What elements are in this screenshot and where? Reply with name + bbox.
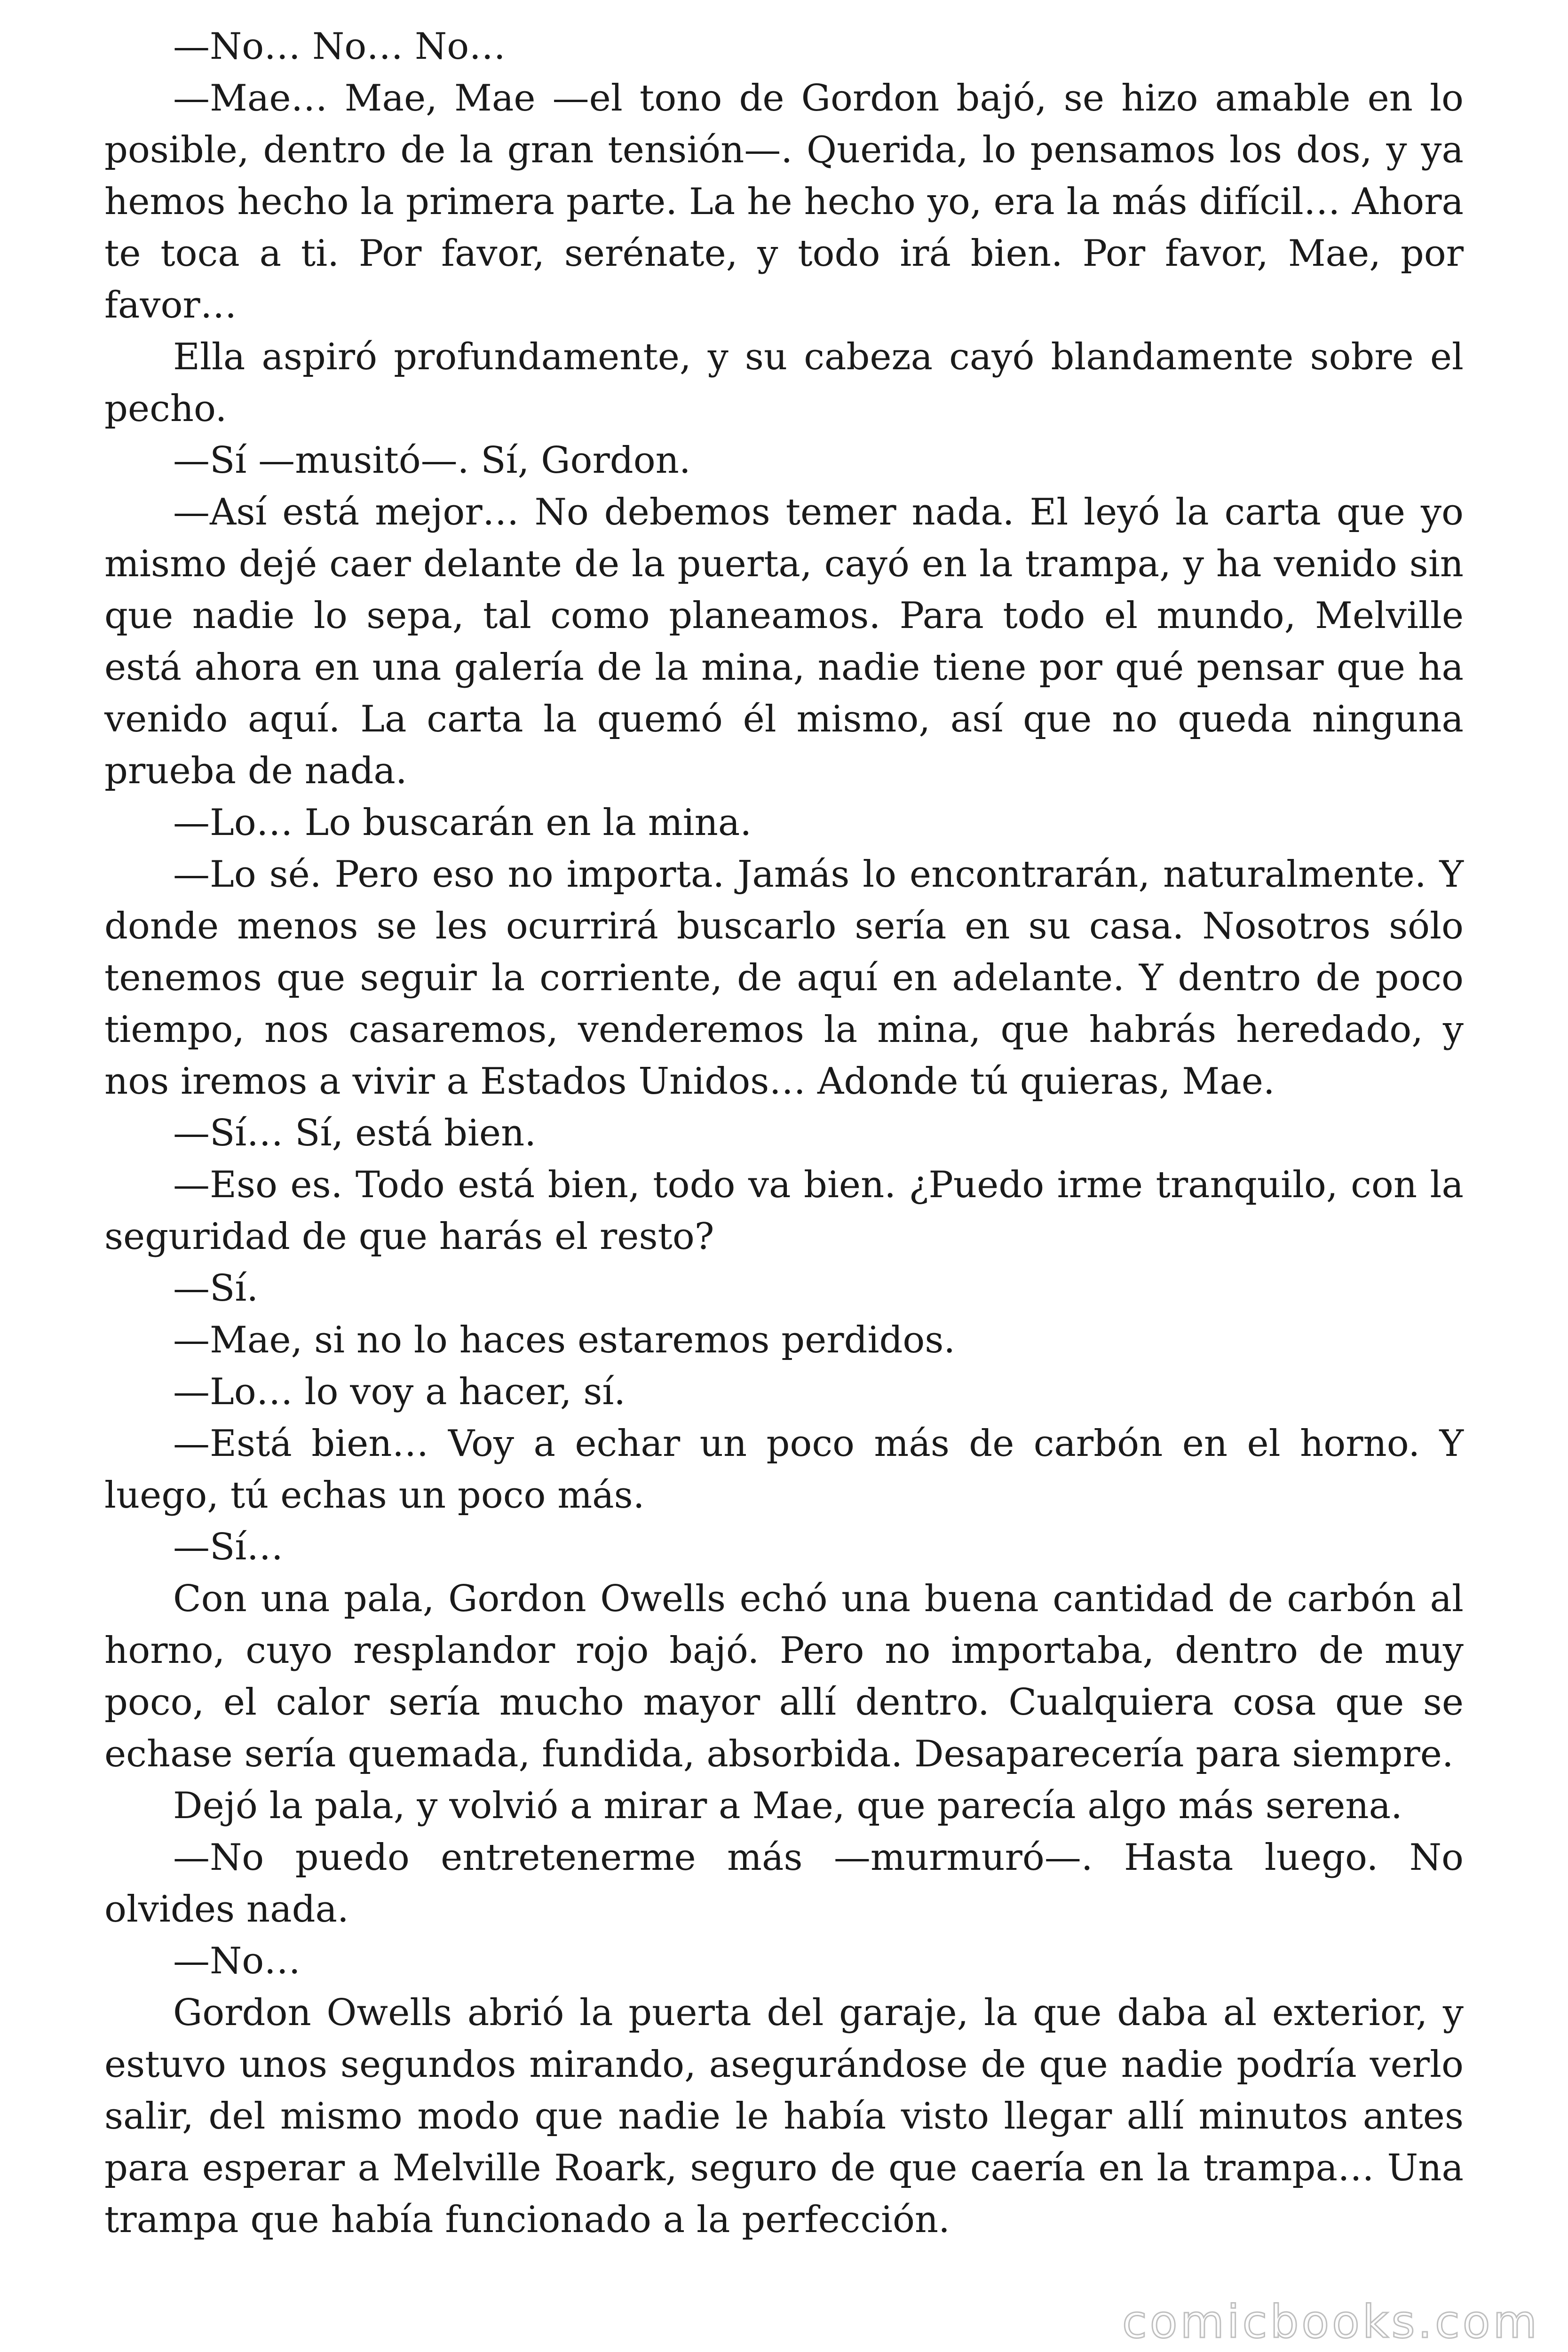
paragraph: —Lo… lo voy a hacer, sí. <box>173 1371 626 1413</box>
paragraph: Con una pala, Gordon Owells echó una buena cantidad de carbón al horno, cuyo resplandor rojo bajó. Pero no importaba, dentro de muy poco, el calor sería mucho mayor allí dentro. Cualquiera cosa que se echase sería quemada, fundida, absorbida. Desaparecería para siempre. <box>104 1578 1464 1775</box>
paragraph: —Mae… Mae, Mae —el tono de Gordon bajó, se hizo amable en lo posible, dentro de la gran tensión—. Querida, lo pensamos los dos, y ya hemos hecho la primera parte. La he hecho yo, era la más difícil… Ahora te toca a ti. Por favor, serénate, y todo irá bien. Por favor, Mae, por favor… <box>104 77 1464 326</box>
paragraph: —No… No… No… <box>173 25 506 68</box>
paragraph: —Sí… Sí, está bien. <box>173 1112 537 1154</box>
paragraph: —Sí —musitó—. Sí, Gordon. <box>173 439 691 482</box>
watermark: comicbooks.com <box>1122 2296 1540 2348</box>
paragraph: Dejó la pala, y volvió a mirar a Mae, que parecía algo más serena. <box>173 1785 1402 1827</box>
paragraph: —Lo sé. Pero eso no importa. Jamás lo encontrarán, naturalmente. Y donde menos se les ocurrirá buscarlo sería en su casa. Nosotros sólo tenemos que seguir la corriente, de aquí en adelante. Y dentro de poco tiempo, nos casaremos, venderemos la mina, que habrás heredado, y nos iremos a vivir a Estados Unidos… Adonde tú quieras, Mae. <box>104 853 1464 1103</box>
paragraph: —Eso es. Todo está bien, todo va bien. ¿Puedo irme tranquilo, con la seguridad de que harás el resto? <box>104 1164 1464 1258</box>
paragraph: —Lo… Lo buscarán en la mina. <box>173 802 752 844</box>
paragraph: —Así está mejor… No debemos temer nada. El leyó la carta que yo mismo dejé caer delante de la puerta, cayó en la trampa, y ha venido sin que nadie lo sepa, tal como planeamos. Para todo el mundo, Melville está ahora en una galería de la mina, nadie tiene por qué pensar que ha venido aquí. La carta la quemó él mismo, así que no queda ninguna prueba de nada. <box>104 491 1464 792</box>
paragraph: —Mae, si no lo haces estaremos perdidos. <box>173 1319 956 1361</box>
paragraph: Gordon Owells abrió la puerta del garaje, la que daba al exterior, y estuvo unos segundos mirando, asegurándose de que nadie podría verlo salir, del mismo modo que nadie le había visto llegar allí minutos antes para esperar a Melville Roark, seguro de que caería en la trampa… Una trampa que había funcionado a la perfección. <box>104 1992 1464 2241</box>
paragraph: —Está bien… Voy a echar un poco más de carbón en el horno. Y luego, tú echas un poco más. <box>104 1422 1464 1517</box>
book-page-text <box>104 21 1464 2246</box>
paragraph: —No puedo entretenerme más —murmuró—. Hasta luego. No olvides nada. <box>104 1836 1464 1931</box>
paragraph: —Sí. <box>173 1267 259 1310</box>
paragraph: Ella aspiró profundamente, y su cabeza cayó blandamente sobre el pecho. <box>104 336 1464 430</box>
paragraph: —No… <box>173 1940 301 1982</box>
paragraph: —Sí… <box>173 1526 284 1568</box>
